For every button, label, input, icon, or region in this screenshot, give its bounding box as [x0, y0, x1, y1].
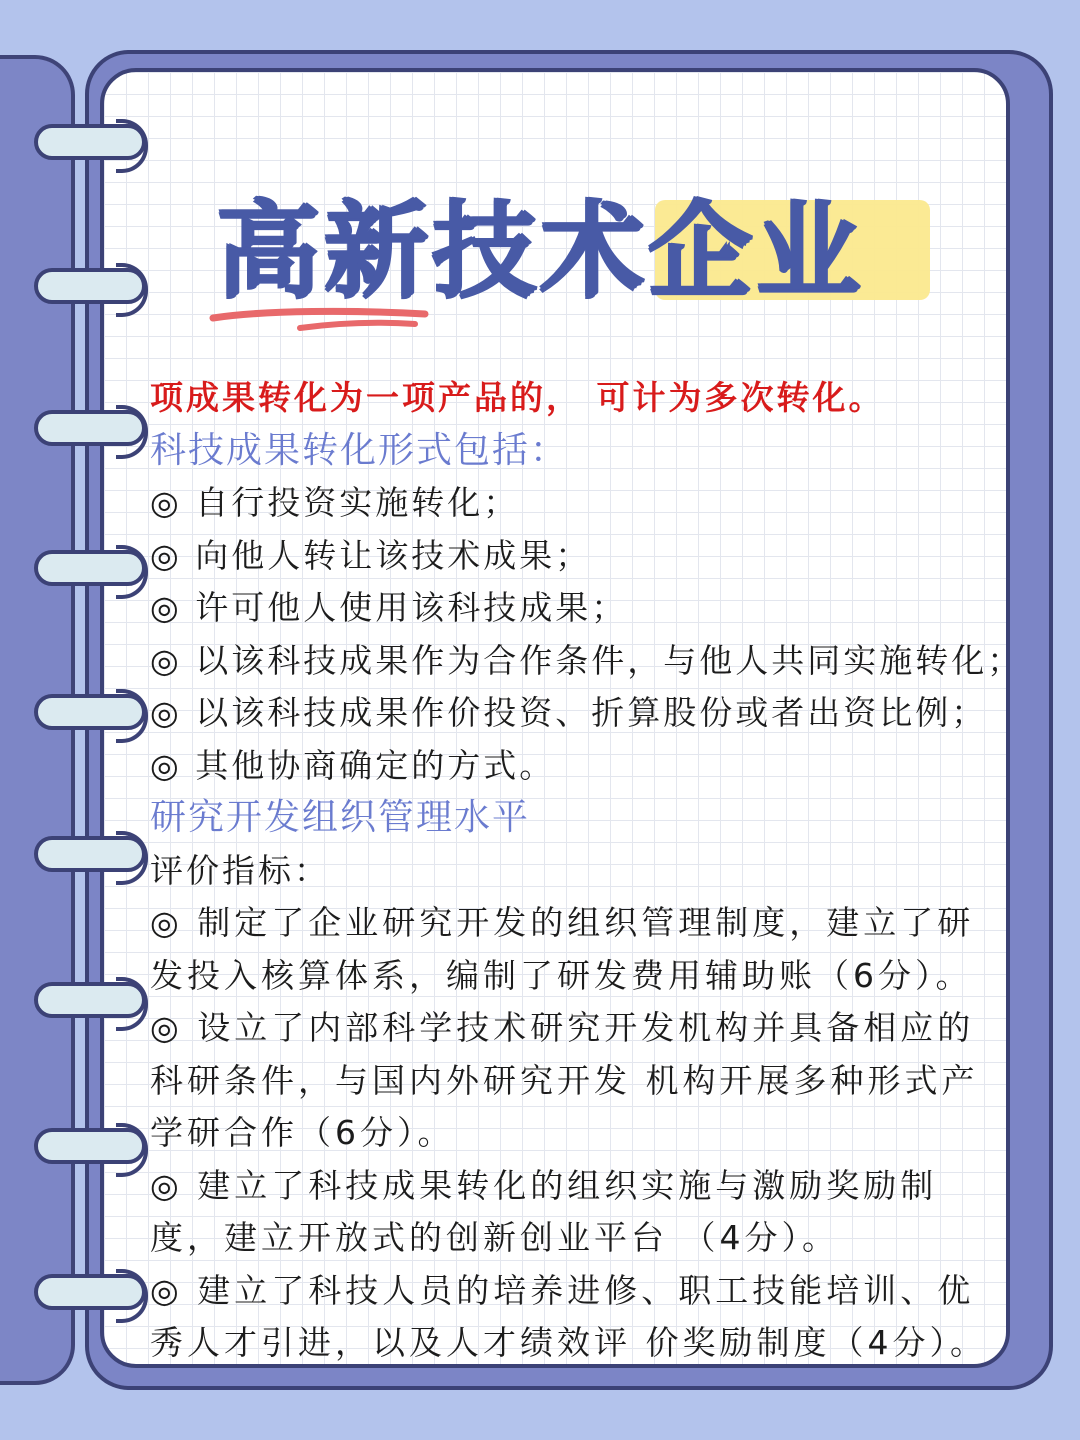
- list-item: ◎ 以该科技成果作为合作条件，与他人共同实施转化；: [150, 640, 1024, 680]
- list-item: ◎ 建立了科技成果转化的组织实施与激励奖励制度，建立开放式的创新创业平台 （4分）。: [150, 1165, 938, 1257]
- list-item: ◎ 自行投资实施转化；: [150, 483, 520, 522]
- content-area: [150, 372, 1024, 1370]
- spiral-ring-icon: [34, 1128, 146, 1164]
- list-item: ◎ 建立了科技人员的培养进修、职工技能培训、优秀人才引进，以及人才绩效评 价奖励制度（4分）。: [150, 1270, 987, 1362]
- spiral-ring-icon: [34, 124, 146, 160]
- list-item: ◎ 设立了内部科学技术研究开发机构并具备相应的科研条件，与国内外研究开发 机构开展多种形式产学研合作（6分）。: [150, 1008, 979, 1152]
- list-item: ◎ 向他人转让该技术成果；: [150, 535, 592, 575]
- section1-heading: 科技成果转化形式包括：: [150, 429, 569, 471]
- spiral-ring-icon: [34, 410, 146, 446]
- spiral-ring-icon: [34, 694, 146, 730]
- list-item: ◎ 以该科技成果作价投资、折算股份或者出资比例；: [150, 693, 988, 732]
- section2-subheading: 评价指标：: [150, 850, 330, 890]
- spiral-ring-icon: [34, 982, 146, 1018]
- list-item: ◎ 许可他人使用该科技成果；: [150, 588, 628, 627]
- spiral-ring-icon: [34, 836, 146, 872]
- page-title: 高新技术企业: [215, 189, 864, 311]
- spiral-ring-icon: [34, 1274, 146, 1310]
- section2-heading: 研究开发组织管理水平: [150, 797, 531, 838]
- list-item: ◎ 其他协商确定的方式。: [150, 745, 556, 785]
- spiral-ring-icon: [34, 268, 146, 304]
- list-item: ◎ 制定了企业研究开发的组织管理制度，建立了研发投入核算体系，编制了研发费用辅助账（6分）。: [150, 903, 975, 995]
- title-underline-scribble: [205, 304, 435, 334]
- intro-line: 项成果转化为一项产品的， 可计为多次转化。: [150, 378, 885, 417]
- spiral-ring-icon: [34, 550, 146, 586]
